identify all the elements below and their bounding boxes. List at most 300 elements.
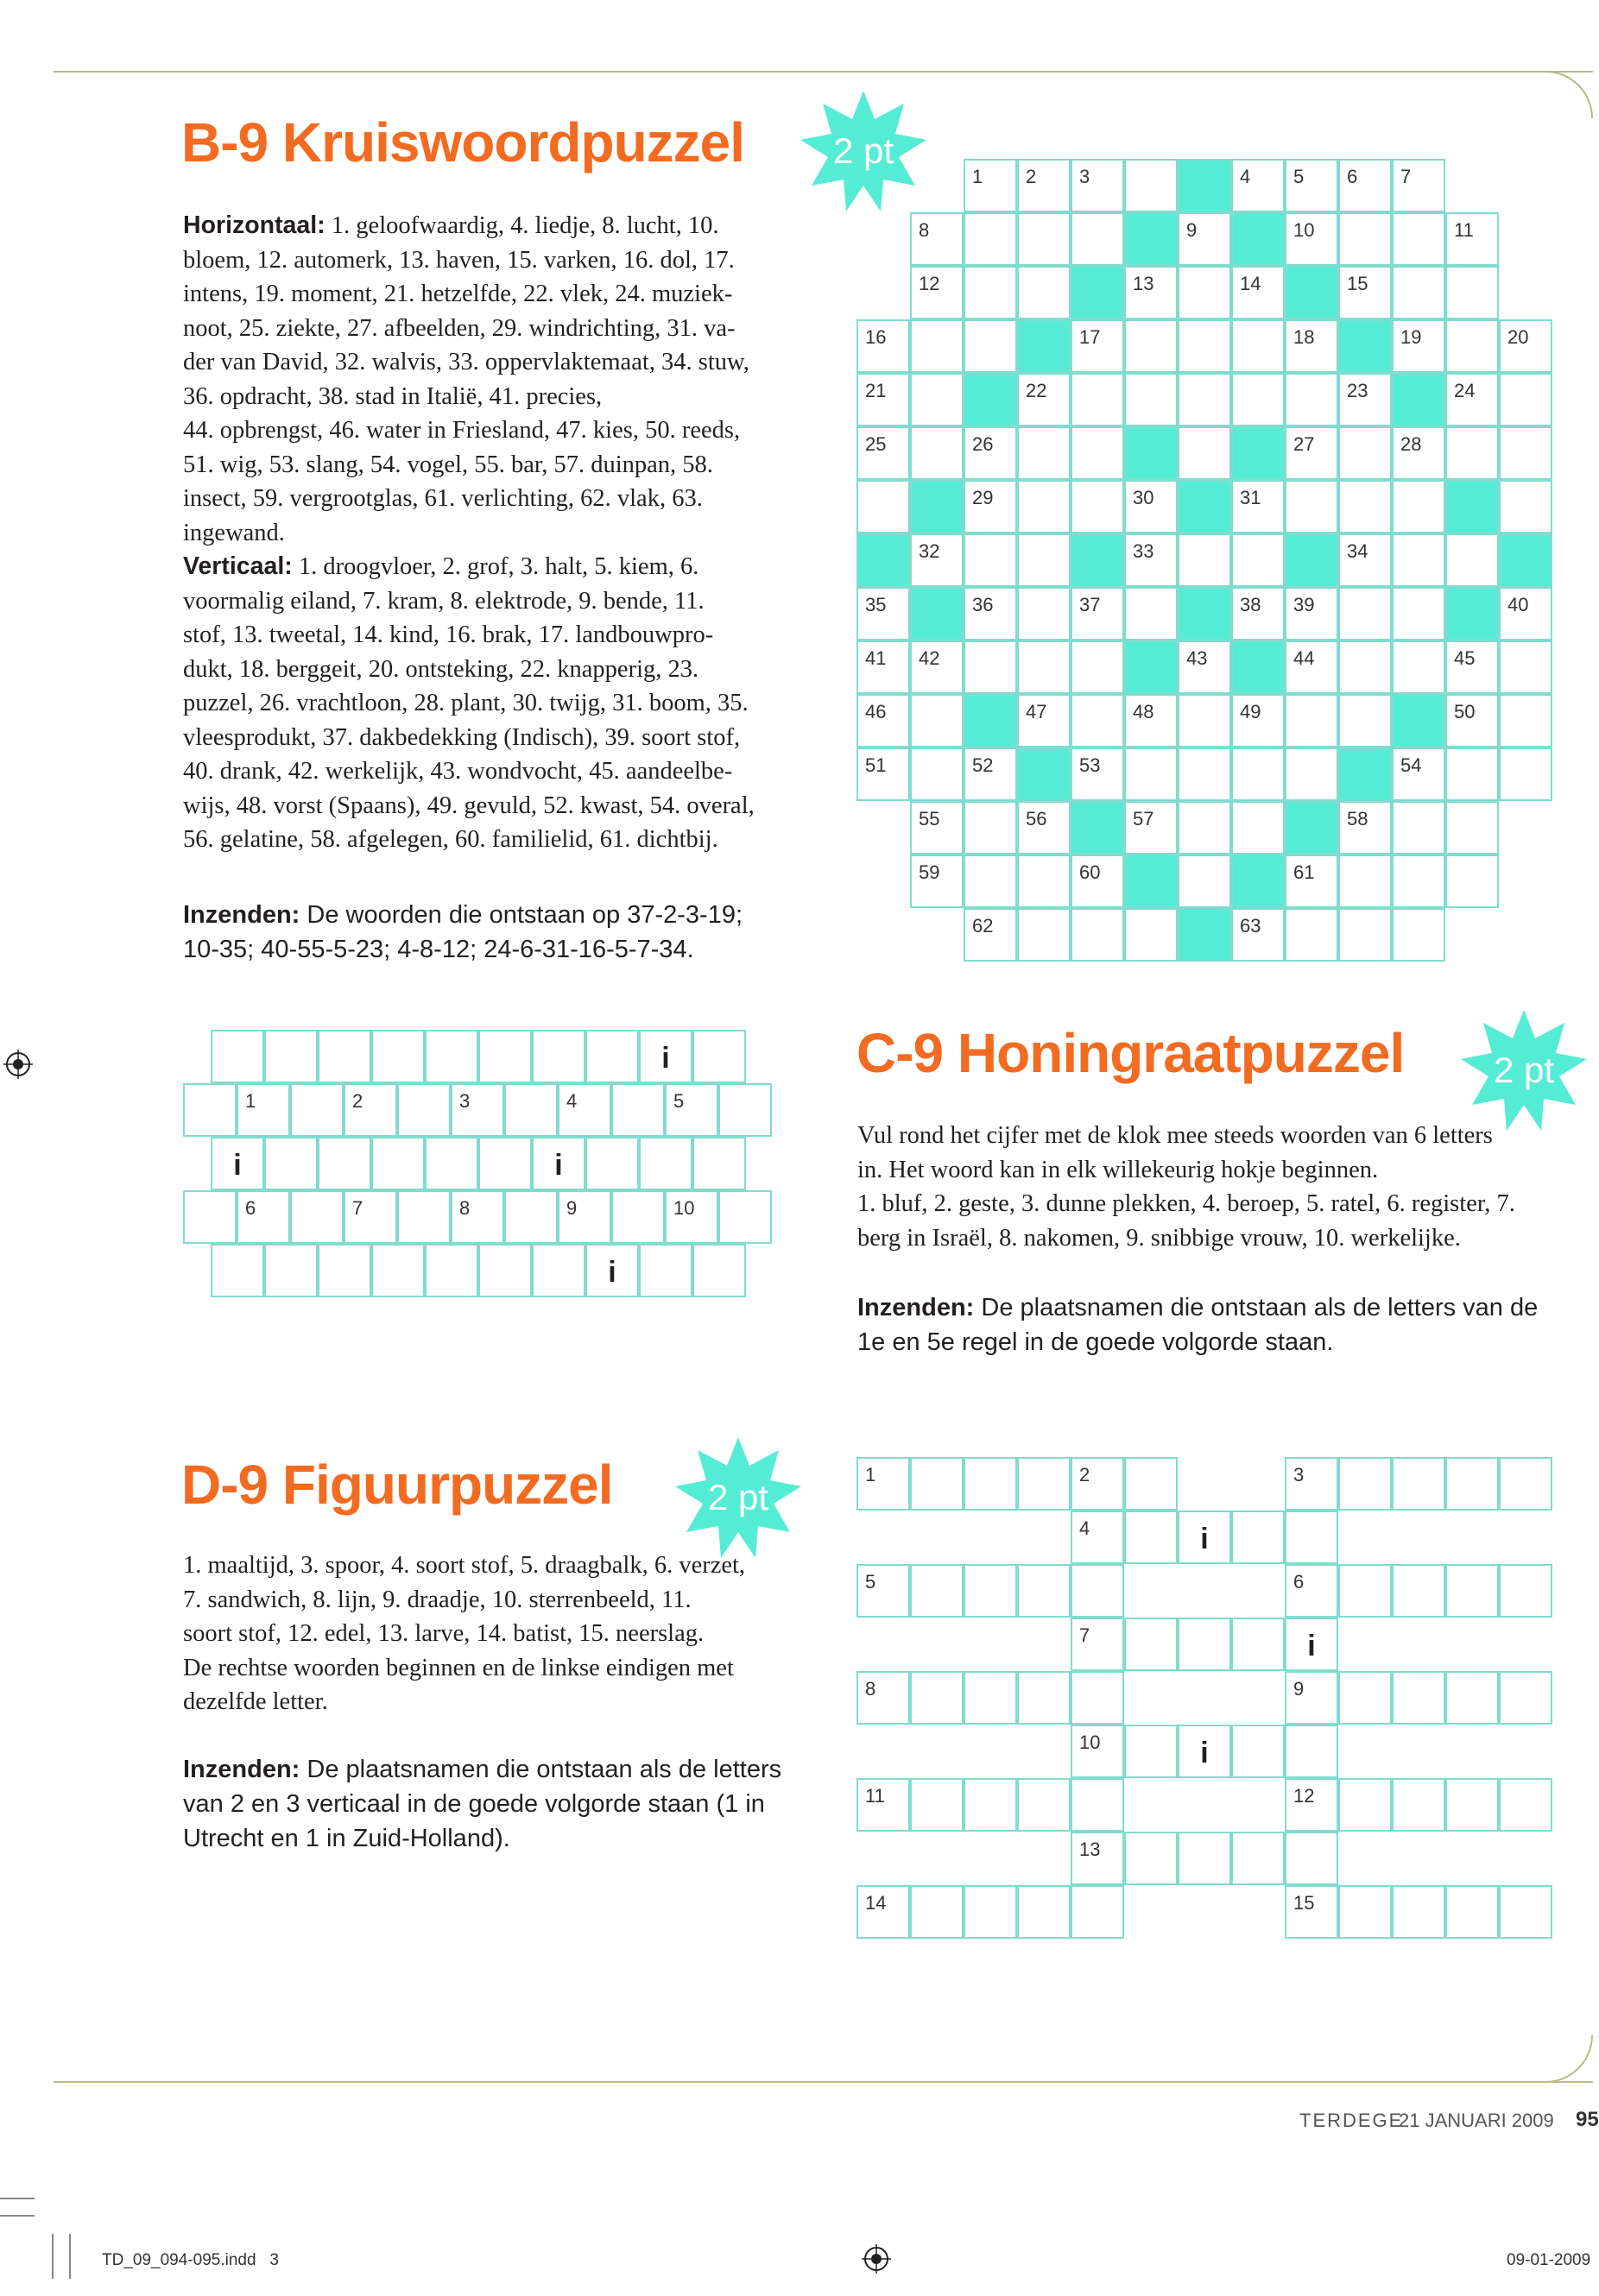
grid-cell[interactable] <box>397 1083 451 1137</box>
clue-line: 7. sandwich, 8. lijn, 9. draadje, 10. sterrenbeeld, 11. <box>183 1586 692 1613</box>
grid-cell[interactable] <box>1445 1671 1499 1725</box>
black-square <box>1231 640 1285 694</box>
grid-cell[interactable] <box>910 373 964 426</box>
grid-cell[interactable] <box>910 1457 964 1511</box>
puzzle-d-title: D-9 Figuurpuzzel <box>181 1454 613 1516</box>
grid-cell[interactable] <box>611 1190 665 1244</box>
puzzle-d-send <box>183 1752 839 1856</box>
grid-cell[interactable] <box>532 1244 585 1297</box>
grid-cell[interactable] <box>371 1030 425 1083</box>
grid-cell[interactable] <box>585 1137 639 1190</box>
grid-cell[interactable] <box>1124 1725 1178 1778</box>
grid-cell[interactable] <box>1178 266 1231 319</box>
grid-cell[interactable] <box>585 1244 639 1297</box>
grid-cell[interactable] <box>910 319 964 373</box>
send-line: van 2 en 3 verticaal in de goede volgorde staan (1 in <box>183 1790 765 1818</box>
grid-cell[interactable] <box>964 747 1017 801</box>
grid-cell[interactable] <box>1338 159 1392 212</box>
grid-cell[interactable] <box>1071 1618 1124 1671</box>
grid-cell[interactable] <box>1071 1885 1124 1939</box>
grid-cell[interactable] <box>964 1671 1017 1725</box>
grid-cell[interactable] <box>1231 1832 1285 1885</box>
grid-cell[interactable] <box>1178 747 1231 801</box>
grid-cell[interactable] <box>1017 908 1071 962</box>
grid-cell[interactable] <box>237 1083 290 1137</box>
grid-cell[interactable] <box>1071 1564 1124 1618</box>
grid-cell[interactable] <box>964 319 1017 373</box>
grid-cell[interactable] <box>1285 1671 1338 1725</box>
grid-cell[interactable] <box>1231 801 1285 855</box>
grid-cell[interactable] <box>1338 533 1392 587</box>
grid-cell[interactable] <box>1178 1511 1231 1564</box>
grid-cell[interactable] <box>1017 1778 1071 1832</box>
grid-cell[interactable] <box>856 319 910 373</box>
grid-cell[interactable] <box>1445 319 1499 373</box>
grid-cell[interactable] <box>856 640 910 694</box>
grid-cell[interactable] <box>318 1244 371 1297</box>
grid-cell[interactable] <box>1499 319 1552 373</box>
grid-cell[interactable] <box>1178 1832 1231 1885</box>
grid-cell[interactable] <box>1338 1885 1392 1939</box>
clue-line: noot, 25. ziekte, 27. afbeelden, 29. windrichting, 31. va- <box>183 314 736 342</box>
grid-cell[interactable] <box>1231 480 1285 533</box>
grid-cell[interactable] <box>371 1137 425 1190</box>
grid-cell[interactable] <box>1124 266 1178 319</box>
grid-cell[interactable] <box>1445 640 1499 694</box>
grid-cell[interactable] <box>478 1244 532 1297</box>
grid-cell[interactable] <box>1071 587 1124 640</box>
grid-cell[interactable] <box>264 1244 318 1297</box>
grid-cell[interactable] <box>611 1083 665 1137</box>
grid-cell[interactable] <box>1499 480 1552 533</box>
grid-cell[interactable] <box>1445 855 1499 908</box>
grid-cell[interactable] <box>211 1244 264 1297</box>
grid-cell[interactable] <box>856 1778 910 1832</box>
grid-cell[interactable] <box>1338 212 1392 266</box>
grid-cell[interactable] <box>1338 1564 1392 1618</box>
grid-cell[interactable] <box>1285 1618 1338 1671</box>
grid-cell[interactable] <box>1071 159 1124 212</box>
grid-cell[interactable] <box>1071 640 1124 694</box>
grid-cell[interactable] <box>1445 1885 1499 1939</box>
grid-cell[interactable] <box>1285 1832 1338 1885</box>
given-letter: i <box>233 1149 242 1182</box>
grid-cell[interactable] <box>910 212 964 266</box>
cell-number: 15 <box>1347 273 1368 294</box>
grid-cell[interactable] <box>1017 212 1071 266</box>
grid-cell[interactable] <box>1392 212 1445 266</box>
grid-cell[interactable] <box>1124 1511 1178 1564</box>
cell-number: 53 <box>1079 754 1101 776</box>
grid-cell[interactable] <box>1071 747 1124 801</box>
grid-cell[interactable] <box>1285 1457 1338 1511</box>
grid-cell[interactable] <box>1392 266 1445 319</box>
grid-cell[interactable] <box>1017 373 1071 426</box>
grid-cell[interactable] <box>1445 1778 1499 1832</box>
grid-cell[interactable] <box>1338 1457 1392 1511</box>
grid-cell[interactable] <box>264 1137 318 1190</box>
grid-cell[interactable] <box>1392 1671 1445 1725</box>
grid-cell[interactable] <box>1017 855 1071 908</box>
grid-cell[interactable] <box>964 801 1017 855</box>
grid-cell[interactable] <box>1392 908 1445 962</box>
grid-cell[interactable] <box>1231 747 1285 801</box>
grid-cell[interactable] <box>1285 1885 1338 1939</box>
cell-number: 33 <box>1133 540 1154 562</box>
cell-number: 14 <box>1240 273 1261 294</box>
grid-cell[interactable] <box>1071 373 1124 426</box>
grid-cell[interactable] <box>1231 159 1285 212</box>
grid-cell[interactable] <box>425 1137 478 1190</box>
grid-cell[interactable] <box>1124 587 1178 640</box>
grid-cell[interactable] <box>504 1190 558 1244</box>
black-square <box>964 694 1017 747</box>
grid-cell[interactable] <box>692 1244 746 1297</box>
grid-cell[interactable] <box>1178 426 1231 480</box>
clue-line: 40. drank, 42. werkelijk, 43. wondvocht, 45. aandeelbe- <box>183 758 733 785</box>
grid-cell[interactable] <box>1392 1457 1445 1511</box>
grid-cell[interactable] <box>1071 1511 1124 1564</box>
grid-cell[interactable] <box>1017 533 1071 587</box>
grid-cell[interactable] <box>1499 640 1552 694</box>
grid-cell[interactable] <box>425 1244 478 1297</box>
grid-cell[interactable] <box>1285 373 1338 426</box>
grid-cell[interactable] <box>1392 747 1445 801</box>
cell-number: 27 <box>1293 433 1315 455</box>
grid-cell[interactable] <box>1231 1725 1285 1778</box>
grid-cell[interactable] <box>1392 587 1445 640</box>
grid-cell[interactable] <box>1445 212 1499 266</box>
grid-cell[interactable] <box>964 1778 1017 1832</box>
grid-cell[interactable] <box>910 694 964 747</box>
grid-cell[interactable] <box>1124 1832 1178 1885</box>
grid-cell[interactable] <box>1071 908 1124 962</box>
grid-cell[interactable] <box>1124 694 1178 747</box>
grid-cell[interactable] <box>1071 212 1124 266</box>
grid-cell[interactable] <box>856 1564 910 1618</box>
grid-cell[interactable] <box>1445 747 1499 801</box>
grid-cell[interactable] <box>1017 426 1071 480</box>
grid-cell[interactable] <box>290 1083 344 1137</box>
grid-cell[interactable] <box>1231 587 1285 640</box>
grid-cell[interactable] <box>1178 801 1231 855</box>
grid-cell[interactable] <box>910 1564 964 1618</box>
grid-cell[interactable] <box>1285 426 1338 480</box>
grid-cell[interactable] <box>1338 266 1392 319</box>
grid-cell[interactable] <box>1392 319 1445 373</box>
puzzle-b-clues <box>183 209 826 857</box>
grid-cell[interactable] <box>1392 1885 1445 1939</box>
grid-cell[interactable] <box>1392 480 1445 533</box>
grid-cell[interactable] <box>856 1885 910 1939</box>
grid-cell[interactable] <box>1017 640 1071 694</box>
black-square <box>1338 747 1392 801</box>
grid-cell[interactable] <box>1338 480 1392 533</box>
grid-cell[interactable] <box>451 1083 504 1137</box>
grid-cell[interactable] <box>1392 1564 1445 1618</box>
grid-cell[interactable] <box>1071 480 1124 533</box>
grid-cell[interactable] <box>532 1030 585 1083</box>
grid-cell[interactable] <box>910 1885 964 1939</box>
page-number: 95 <box>1576 2108 1599 2131</box>
grid-cell[interactable] <box>1017 801 1071 855</box>
grid-cell[interactable] <box>1124 159 1178 212</box>
grid-cell[interactable] <box>1017 266 1071 319</box>
grid-cell[interactable] <box>1392 640 1445 694</box>
grid-cell[interactable] <box>451 1190 504 1244</box>
grid-cell[interactable] <box>1124 1618 1178 1671</box>
grid-cell[interactable] <box>1124 908 1178 962</box>
cell-number: 18 <box>1293 326 1315 348</box>
grid-cell[interactable] <box>910 533 964 587</box>
grid-cell[interactable] <box>1071 426 1124 480</box>
grid-cell[interactable] <box>478 1137 532 1190</box>
grid-cell[interactable] <box>1017 1564 1071 1618</box>
grid-cell[interactable] <box>856 694 910 747</box>
grid-cell[interactable] <box>1231 373 1285 426</box>
grid-cell[interactable] <box>964 266 1017 319</box>
grid-cell[interactable] <box>1499 1778 1552 1832</box>
grid-cell[interactable] <box>1499 1671 1552 1725</box>
grid-cell[interactable] <box>718 1083 772 1137</box>
grid-cell[interactable] <box>910 1778 964 1832</box>
grid-cell[interactable] <box>558 1083 611 1137</box>
grid-cell[interactable] <box>1445 801 1499 855</box>
grid-cell[interactable] <box>1285 1564 1338 1618</box>
grid-cell[interactable] <box>665 1190 718 1244</box>
grid-cell[interactable] <box>211 1030 264 1083</box>
grid-cell[interactable] <box>1285 694 1338 747</box>
grid-cell[interactable] <box>1499 373 1552 426</box>
grid-cell[interactable] <box>856 587 910 640</box>
grid-cell[interactable] <box>183 1190 237 1244</box>
grid-cell[interactable] <box>1017 159 1071 212</box>
grid-cell[interactable] <box>1285 587 1338 640</box>
grid-cell[interactable] <box>964 1885 1017 1939</box>
grid-cell[interactable] <box>1392 426 1445 480</box>
grid-cell[interactable] <box>1499 747 1552 801</box>
grid-cell[interactable] <box>856 1671 910 1725</box>
grid-cell[interactable] <box>1285 159 1338 212</box>
grid-cell[interactable] <box>397 1190 451 1244</box>
grid-cell[interactable] <box>1392 533 1445 587</box>
grid-cell[interactable] <box>237 1190 290 1244</box>
grid-cell[interactable] <box>1178 533 1231 587</box>
grid-cell[interactable] <box>1285 855 1338 908</box>
grid-cell[interactable] <box>1445 1564 1499 1618</box>
grid-cell[interactable] <box>964 212 1017 266</box>
grid-cell[interactable] <box>290 1190 344 1244</box>
send-line: De plaatsnamen die ontstaan als de letters <box>300 1756 782 1783</box>
grid-cell[interactable] <box>910 855 964 908</box>
grid-cell[interactable] <box>1017 587 1071 640</box>
grid-cell[interactable] <box>964 480 1017 533</box>
grid-cell[interactable] <box>910 640 964 694</box>
send-line: 1e en 5e regel in de goede volgorde staan. <box>857 1328 1334 1356</box>
grid-cell[interactable] <box>1071 694 1124 747</box>
grid-cell[interactable] <box>1231 1618 1285 1671</box>
grid-cell[interactable] <box>964 855 1017 908</box>
grid-cell[interactable] <box>1285 1778 1338 1832</box>
grid-cell[interactable] <box>1392 159 1445 212</box>
grid-cell[interactable] <box>1338 1778 1392 1832</box>
grid-cell[interactable] <box>910 801 964 855</box>
grid-cell[interactable] <box>504 1083 558 1137</box>
grid-cell[interactable] <box>1445 533 1499 587</box>
grid-cell[interactable] <box>1124 747 1178 801</box>
grid-cell[interactable] <box>1178 1725 1231 1778</box>
grid-cell[interactable] <box>1392 1778 1445 1832</box>
grid-cell[interactable] <box>1338 1671 1392 1725</box>
grid-cell[interactable] <box>1124 480 1178 533</box>
grid-cell[interactable] <box>1017 694 1071 747</box>
grid-cell[interactable] <box>1071 1778 1124 1832</box>
grid-cell[interactable] <box>1071 319 1124 373</box>
grid-cell[interactable] <box>964 533 1017 587</box>
grid-cell[interactable] <box>1178 319 1231 373</box>
grid-cell[interactable] <box>964 159 1017 212</box>
grid-cell[interactable] <box>1124 533 1178 587</box>
grid-cell[interactable] <box>1231 908 1285 962</box>
grid-cell[interactable] <box>964 1564 1017 1618</box>
grid-cell[interactable] <box>692 1030 746 1083</box>
grid-cell[interactable] <box>1499 694 1552 747</box>
puzzle-c-send <box>857 1290 1583 1359</box>
grid-cell[interactable] <box>1445 694 1499 747</box>
grid-cell[interactable] <box>1499 1564 1552 1618</box>
grid-cell[interactable] <box>1499 1457 1552 1511</box>
grid-cell[interactable] <box>1071 1832 1124 1885</box>
grid-cell[interactable] <box>558 1190 611 1244</box>
grid-cell[interactable] <box>856 1457 910 1511</box>
grid-cell[interactable] <box>964 426 1017 480</box>
grid-cell[interactable] <box>1338 801 1392 855</box>
grid-cell[interactable] <box>1445 426 1499 480</box>
grid-cell[interactable] <box>1017 1885 1071 1939</box>
grid-cell[interactable] <box>964 640 1017 694</box>
grid-cell[interactable] <box>1231 1511 1285 1564</box>
grid-cell[interactable] <box>1178 694 1231 747</box>
grid-cell[interactable] <box>1124 1457 1178 1511</box>
grid-cell[interactable] <box>1124 319 1178 373</box>
grid-cell[interactable] <box>1071 1725 1124 1778</box>
send-line: Utrecht en 1 in Zuid-Holland). <box>183 1825 510 1852</box>
grid-cell[interactable] <box>1285 212 1338 266</box>
grid-cell[interactable] <box>1338 855 1392 908</box>
puzzle-c-title: C-9 Honingraatpuzzel <box>856 1022 1405 1084</box>
grid-cell[interactable] <box>425 1030 478 1083</box>
grid-cell[interactable] <box>1338 587 1392 640</box>
grid-cell[interactable] <box>856 373 910 426</box>
grid-cell[interactable] <box>964 908 1017 962</box>
grid-cell[interactable] <box>1231 694 1285 747</box>
grid-cell[interactable] <box>1392 855 1445 908</box>
grid-cell[interactable] <box>1285 319 1338 373</box>
grid-cell[interactable] <box>478 1030 532 1083</box>
cell-number: 24 <box>1454 380 1476 401</box>
grid-cell[interactable] <box>1445 266 1499 319</box>
grid-cell[interactable] <box>183 1083 237 1137</box>
grid-cell[interactable] <box>1071 855 1124 908</box>
grid-cell[interactable] <box>1499 587 1552 640</box>
grid-cell[interactable] <box>1124 373 1178 426</box>
grid-cell[interactable] <box>1338 426 1392 480</box>
grid-cell[interactable] <box>264 1030 318 1083</box>
grid-cell[interactable] <box>1124 801 1178 855</box>
grid-cell[interactable] <box>1231 266 1285 319</box>
grid-cell[interactable] <box>1285 1725 1338 1778</box>
grid-cell[interactable] <box>1017 1457 1071 1511</box>
grid-cell[interactable] <box>1178 373 1231 426</box>
grid-cell[interactable] <box>856 480 910 533</box>
grid-cell[interactable] <box>1285 480 1338 533</box>
grid-cell[interactable] <box>639 1244 692 1297</box>
grid-cell[interactable] <box>1285 1511 1338 1564</box>
grid-cell[interactable] <box>1285 640 1338 694</box>
grid-cell[interactable] <box>1499 1885 1552 1939</box>
grid-cell[interactable] <box>856 426 910 480</box>
grid-cell[interactable] <box>1392 801 1445 855</box>
cell-number: 2 <box>352 1090 363 1112</box>
grid-cell[interactable] <box>639 1137 692 1190</box>
grid-cell[interactable] <box>910 266 964 319</box>
clue-line: der van David, 32. walvis, 33. oppervlaktemaat, 34. stuw, <box>183 349 749 375</box>
grid-cell[interactable] <box>1178 640 1231 694</box>
grid-cell[interactable] <box>371 1244 425 1297</box>
send-line: 10-35; 40-55-5-23; 4-8-12; 24-6-31-16-5-7-34. <box>183 936 694 963</box>
grid-cell[interactable] <box>856 747 910 801</box>
grid-cell[interactable] <box>910 426 964 480</box>
grid-cell[interactable] <box>639 1030 692 1083</box>
grid-cell[interactable] <box>1071 1457 1124 1511</box>
grid-cell[interactable] <box>1231 533 1285 587</box>
grid-cell[interactable] <box>1445 1457 1499 1511</box>
grid-cell[interactable] <box>1445 373 1499 426</box>
grid-cell[interactable] <box>1178 212 1231 266</box>
grid-cell[interactable] <box>718 1190 772 1244</box>
grid-cell[interactable] <box>964 1457 1017 1511</box>
grid-cell[interactable] <box>1338 640 1392 694</box>
grid-cell[interactable] <box>1338 908 1392 962</box>
grid-cell[interactable] <box>964 587 1017 640</box>
grid-cell[interactable] <box>585 1030 639 1083</box>
grid-cell[interactable] <box>1178 855 1231 908</box>
grid-cell[interactable] <box>1231 319 1285 373</box>
grid-cell[interactable] <box>1285 747 1338 801</box>
cell-number: 49 <box>1240 701 1261 722</box>
grid-cell[interactable] <box>665 1083 718 1137</box>
grid-cell[interactable] <box>344 1083 397 1137</box>
grid-cell[interactable] <box>1178 1618 1231 1671</box>
grid-cell[interactable] <box>1071 1671 1124 1725</box>
grid-cell[interactable] <box>692 1137 746 1190</box>
clue-line: 36. opdracht, 38. stad in Italië, 41. precies, <box>183 382 603 410</box>
grid-cell[interactable] <box>1338 373 1392 426</box>
grid-cell[interactable] <box>1285 908 1338 962</box>
send-label: Inzenden: <box>857 1294 975 1321</box>
grid-cell[interactable] <box>1017 480 1071 533</box>
grid-cell[interactable] <box>344 1190 397 1244</box>
grid-cell[interactable] <box>1499 426 1552 480</box>
grid-cell[interactable] <box>318 1030 371 1083</box>
grid-cell[interactable] <box>532 1137 585 1190</box>
grid-cell[interactable] <box>910 747 964 801</box>
grid-cell[interactable] <box>1017 1671 1071 1725</box>
grid-cell[interactable] <box>910 1671 964 1725</box>
grid-cell[interactable] <box>211 1137 264 1190</box>
grid-cell[interactable] <box>1338 694 1392 747</box>
grid-cell[interactable] <box>318 1137 371 1190</box>
